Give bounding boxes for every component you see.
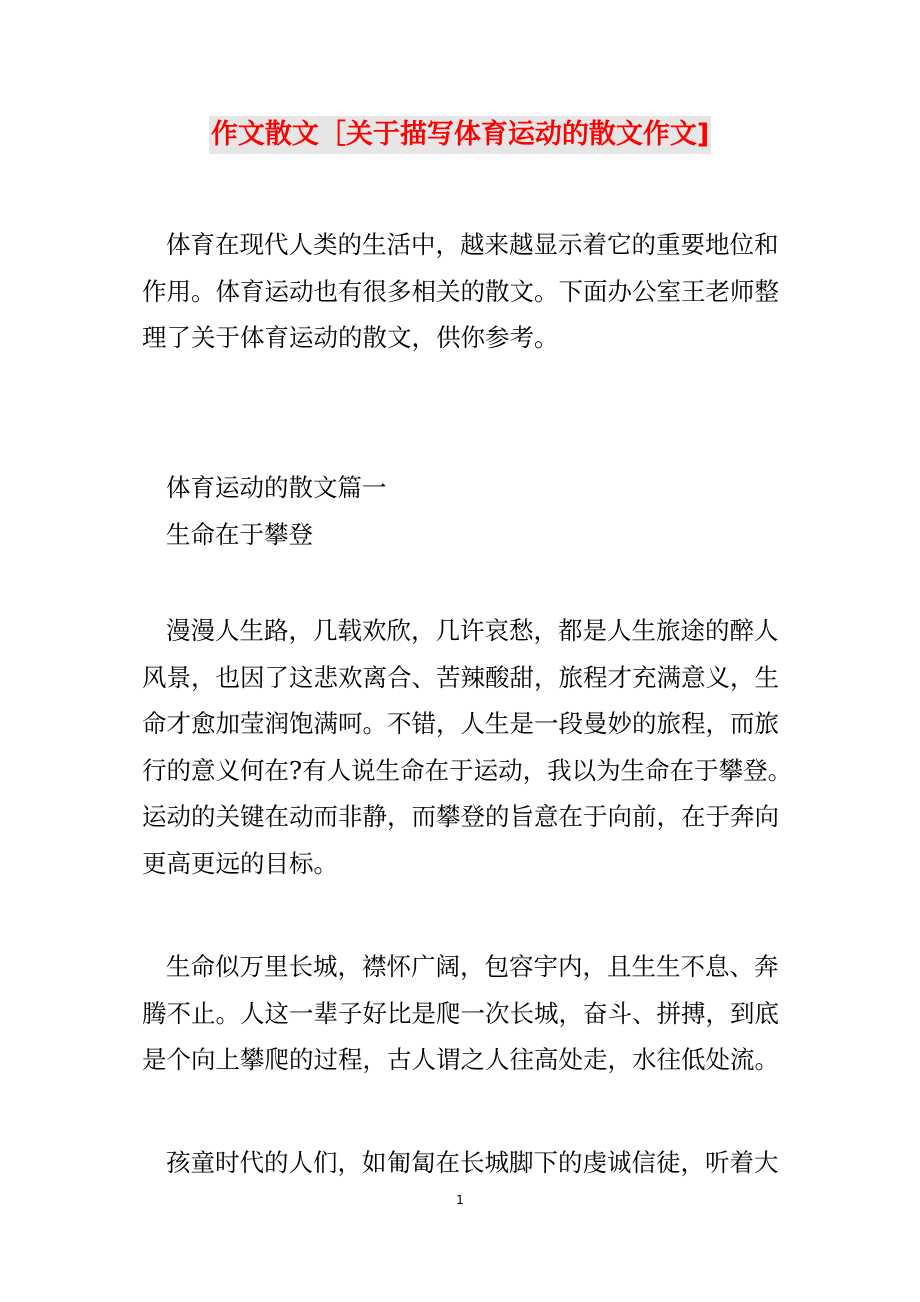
page-number: 1: [456, 1193, 464, 1207]
intro-paragraph: [142, 222, 792, 362]
paragraph-2: [142, 944, 792, 1084]
paragraph-line: 更高更远的目标。: [142, 848, 338, 878]
paragraph-line: 风景，也因了这悲欢离合、苦辣酸甜，旅程才充满意义，生: [142, 662, 779, 692]
paragraph-line: 生命似万里长城，襟怀广阔，包容宇内，且生生不息、奔: [166, 952, 779, 981]
paragraph-line: 是个向上攀爬的过程，古人谓之人往高处走，水往低处流。: [142, 1045, 779, 1074]
paragraph-line: 运动的关键在动而非静，而攀登的旨意在于向前，在于奔向: [142, 802, 779, 831]
paragraph-3: [142, 1140, 792, 1187]
section-heading-block: [142, 465, 792, 558]
paragraph-line: 孩童时代的人们，如匍匐在长城脚下的虔诚信徒，听着大: [166, 1148, 779, 1177]
intro-line: 作用。体育运动也有很多相关的散文。下面办公室王老师整: [142, 276, 779, 306]
title-container: [0, 116, 920, 154]
essay-title: 生命在于攀登: [166, 519, 313, 549]
paragraph-line: 行的意义何在?有人说生命在于运动，我以为生命在于攀登。: [142, 755, 793, 785]
paragraph-line: 命才愈加莹润饱满呵。不错，人生是一段曼妙的旅程，而旅: [142, 709, 779, 738]
document-title: 作文散文［关于描写体育运动的散文作文]: [209, 116, 711, 154]
section-heading: 体育运动的散文篇一: [166, 473, 387, 502]
paragraph-1: [142, 608, 792, 887]
paragraph-line: 漫漫人生路，几载欢欣，几许哀愁，都是人生旅途的醉人: [166, 616, 779, 645]
paragraph-line: 腾不止。人这一辈子好比是爬一次长城，奋斗、拼搏，到底: [142, 998, 779, 1028]
intro-line: 体育在现代人类的生活中，越来越显示着它的重要地位和: [166, 230, 779, 259]
intro-line: 理了关于体育运动的散文，供你参考。: [142, 323, 559, 352]
